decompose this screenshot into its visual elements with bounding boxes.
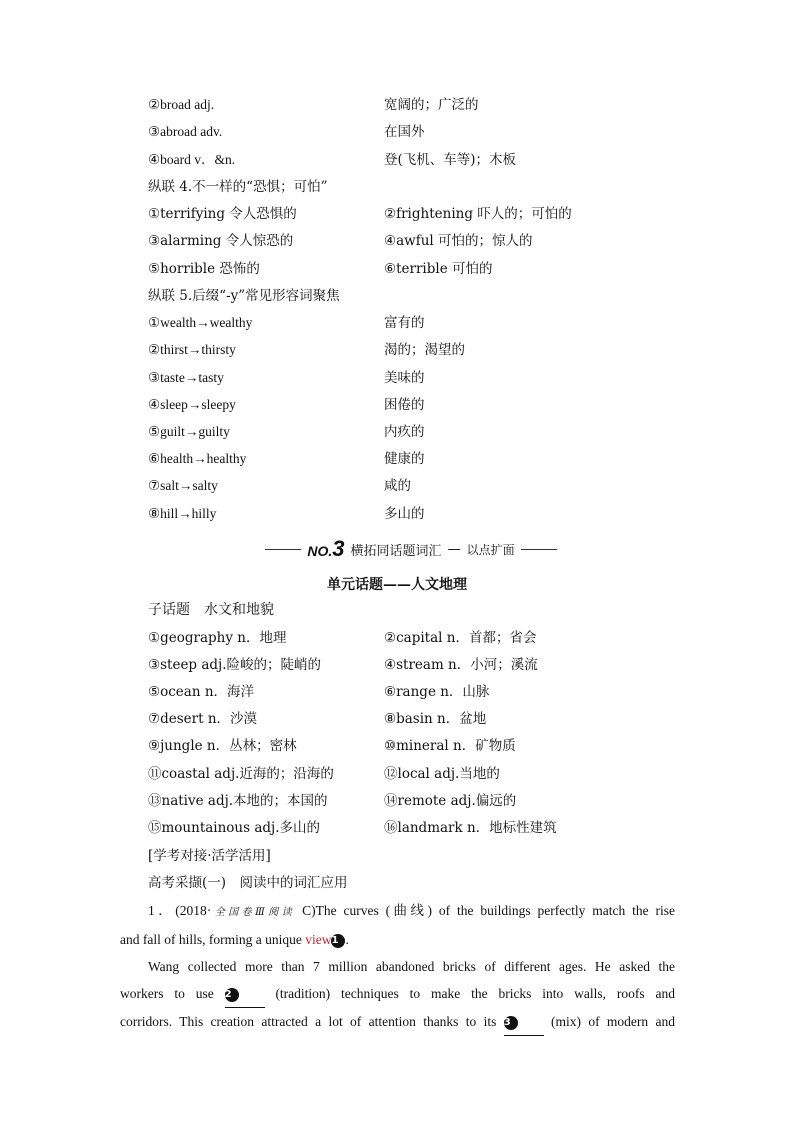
list-item-right: 宽阔的；广泛的 (384, 97, 479, 113)
list-item-left: ④board v．&n. (148, 152, 236, 167)
banner-title: 横拓同话题词汇 (350, 543, 442, 559)
vocab-item: ⑤ocean n．海洋 (148, 684, 255, 700)
list-item-left: ⑧hill→hilly (148, 506, 217, 521)
banner-rule-right (521, 549, 557, 550)
banner-subtitle: 以点扩面 (466, 542, 515, 557)
vocab-item: ①geography n．地理 (148, 630, 287, 646)
list-item-left: ⑤horrible 恐怖的 (148, 261, 260, 277)
banner-number: 3 (332, 536, 345, 561)
vocab-item: ⑭remote adj.偏远的 (384, 793, 517, 809)
list-item-right: ②frightening 吓人的；可怕的 (384, 206, 572, 222)
list-item-left: ⑦salt→salty (148, 478, 218, 493)
banner-rule-left (265, 549, 301, 550)
vocab-item: ④stream n．小河；溪流 (384, 657, 538, 673)
list-item-right: 渴的；渴望的 (384, 342, 465, 358)
blank-number-badge: 3 (504, 1016, 518, 1030)
list-item-right: 登(飞机、车等)；木板 (384, 152, 517, 168)
vocab-item: ②capital n．首都；省会 (384, 630, 537, 646)
unit-topic-heading: 单元话题——人文地理 (327, 577, 467, 593)
highlighted-word: view (305, 932, 332, 947)
list-item-right: 在国外 (384, 124, 425, 140)
passage-line (120, 1008, 675, 1036)
section-banner (253, 538, 569, 560)
question-number: 1．(2018· (148, 903, 212, 918)
passage-line (120, 953, 675, 980)
passage-line (120, 980, 675, 1008)
vocab-item: ⑮mountainous adj.多山的 (148, 820, 321, 836)
passage-text: workers to use (120, 986, 225, 1001)
exam-title: 高考采撷(一) 阅读中的词汇应用 (148, 875, 348, 891)
list-item-right: ⑥terrible 可怕的 (384, 261, 493, 277)
answer-blank[interactable] (225, 980, 265, 1008)
reading-passage (120, 897, 675, 1036)
vocab-item: ⑦desert n．沙漠 (148, 711, 258, 727)
group4-title: 纵联 4.不一样的“恐惧；可怕” (148, 179, 328, 195)
vocab-item: ⑫local adj.当地的 (384, 766, 500, 782)
list-item-right: 咸的 (384, 478, 411, 494)
list-item-left: ③abroad adv. (148, 124, 223, 139)
vocab-item: ⑨jungle n．丛林；密林 (148, 738, 297, 754)
banner-no: NO. (307, 543, 333, 559)
passage-line: and fall of hills, forming a unique view1 . (120, 932, 349, 947)
passage-text: C)The curves (曲线) of the buildings perfectly match the rise (295, 903, 675, 918)
list-item-left: ⑥health→healthy (148, 451, 247, 466)
group5-title: 纵联 5.后缀“-y”常见形容词聚焦 (148, 288, 340, 304)
vocab-item: ⑥range n．山脉 (384, 684, 490, 700)
list-item-left: ⑤guilt→guilty (148, 424, 230, 439)
answer-blank[interactable] (504, 1008, 544, 1036)
list-item-left: ①wealth→wealthy (148, 315, 253, 330)
list-item-left: ④sleep→sleepy (148, 397, 236, 412)
list-item-right: 多山的 (384, 506, 425, 522)
vocab-item: ⑯landmark n．地标性建筑 (384, 820, 557, 836)
list-item-left: ①terrifying 令人恐惧的 (148, 206, 297, 222)
list-item-left: ②broad adj. (148, 97, 215, 112)
vocab-item: ⑪coastal adj.近海的；沿海的 (148, 766, 334, 782)
list-item-right: 健康的 (384, 451, 425, 467)
passage-line (120, 897, 675, 926)
question-source: 全国卷Ⅲ阅读 (211, 907, 296, 918)
list-item-right: 困倦的 (384, 397, 425, 413)
list-item-right: 美味的 (384, 370, 425, 386)
list-item-left: ②thirst→thirsty (148, 342, 236, 357)
list-item-right: ④awful 可怕的；惊人的 (384, 233, 533, 249)
subtopic-heading: 子话题 水文和地貌 (148, 602, 274, 618)
vocab-item: ⑧basin n．盆地 (384, 711, 487, 727)
blank-number-badge: 1 (331, 934, 345, 948)
blank-number-badge: 2 (225, 988, 239, 1002)
vocab-item: ⑩mineral n．矿物质 (384, 738, 516, 754)
passage-text: (mix) of modern and (543, 1014, 675, 1029)
list-item-left: ③alarming 令人惊恐的 (148, 233, 294, 249)
passage-text: (tradition) techniques to make the bricks into walls, roofs and (264, 986, 676, 1001)
passage-text: Wang collected more than 7 million abandoned bricks of different ages. He asked the (148, 959, 675, 974)
vocab-item: ③steep adj.险峻的；陡峭的 (148, 657, 322, 673)
list-item-right: 内疚的 (384, 424, 425, 440)
passage-text: corridors. This creation attracted a lot of attention thanks to its (120, 1014, 504, 1029)
vocab-item: ⑬native adj.本地的；本国的 (148, 793, 328, 809)
passage-text: and fall of hills, forming a unique (120, 932, 306, 947)
banner-dash: — (447, 541, 461, 557)
list-item-right: 富有的 (384, 315, 425, 331)
list-item-left: ③taste→tasty (148, 370, 224, 385)
section-label: [学考对接·活学活用] (148, 848, 271, 864)
